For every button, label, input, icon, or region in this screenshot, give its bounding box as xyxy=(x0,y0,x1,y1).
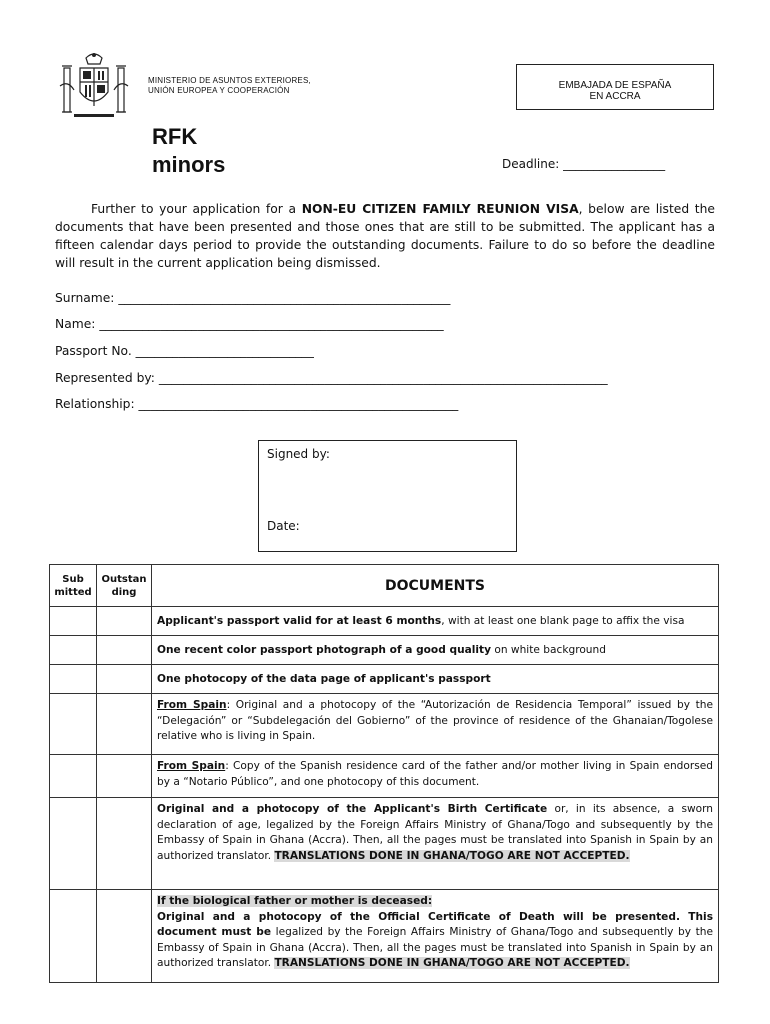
document-description xyxy=(152,636,719,665)
table-row xyxy=(50,890,719,983)
table-row xyxy=(50,636,719,665)
embassy-line-2: EN ACCRA xyxy=(589,91,641,102)
embassy-box xyxy=(516,64,714,110)
doc-condition: If the biological father or mother is deceased: xyxy=(157,895,433,907)
table-row xyxy=(50,798,719,890)
coat-of-arms-icon xyxy=(58,52,130,122)
doc-warning: TRANSLATIONS DONE IN GHANA/TOGO ARE NOT ACCEPTED. xyxy=(274,957,630,969)
document-description xyxy=(152,755,719,798)
table-row xyxy=(50,694,719,755)
table-header-row xyxy=(50,565,719,607)
intro-text-1: Further to your application for a xyxy=(91,202,302,216)
submitted-checkbox[interactable] xyxy=(50,607,97,636)
intro-text-2: , below are listed the documents that have been presented and those ones that are still to be submitted. The applicant has a fifteen calendar days period to provide the outstanding documents. Failure to do so before the deadline will result in the current application being dismissed. xyxy=(55,202,715,270)
document-description xyxy=(152,890,719,983)
outstanding-checkbox[interactable] xyxy=(97,890,152,983)
documents-table xyxy=(49,564,719,983)
document-description xyxy=(152,798,719,890)
documents-header: DOCUMENTS xyxy=(152,565,719,607)
submitted-checkbox[interactable] xyxy=(50,755,97,798)
doc-origin-label: From Spain xyxy=(157,760,226,772)
title-line-2: minors xyxy=(152,152,226,177)
outstanding-checkbox[interactable] xyxy=(97,694,152,755)
doc-text: : Copy of the Spanish residence card of the father and/or mother living in Spain endorsed by a “Notario Público”, and one photocopy of this document. xyxy=(157,760,714,788)
doc-text: on white background xyxy=(491,644,606,656)
outstanding-checkbox[interactable] xyxy=(97,636,152,665)
doc-bold: One recent color passport photograph of a good quality xyxy=(157,644,491,656)
table-row xyxy=(50,607,719,636)
signed-by-label: Signed by: xyxy=(267,447,330,461)
embassy-line-1: EMBAJADA DE ESPAÑA xyxy=(558,80,672,91)
submitted-checkbox[interactable] xyxy=(50,665,97,694)
date-label: Date: xyxy=(267,519,300,533)
doc-origin-label: From Spain xyxy=(157,699,227,711)
doc-text: , with at least one blank page to affix the visa xyxy=(441,615,685,627)
surname-field[interactable]: Surname: ______________________________________________________ xyxy=(55,291,451,305)
doc-text: legalized by the Foreign Affairs Ministry of Ghana/Togo and subsequently by the Embassy of Spain in Ghana (Accra). Then, all the pages must be translated into Spanish in Spain by an authorized translator. xyxy=(157,926,714,969)
signature-box[interactable] xyxy=(258,440,517,552)
document-description xyxy=(152,694,719,755)
intro-paragraph xyxy=(55,200,715,272)
doc-bold: One photocopy of the data page of applicant's passport xyxy=(157,673,491,685)
document-description xyxy=(152,607,719,636)
ministry-line-1: MINISTERIO DE ASUNTOS EXTERIORES, xyxy=(148,76,311,85)
submitted-checkbox[interactable] xyxy=(50,636,97,665)
deadline-field[interactable]: Deadline: _________________ xyxy=(502,157,666,171)
ministry-name xyxy=(148,76,311,96)
doc-bold: Original and a photocopy of the Applicant's Birth Certificate xyxy=(157,803,548,815)
table-row xyxy=(50,665,719,694)
outstanding-checkbox[interactable] xyxy=(97,798,152,890)
submitted-checkbox[interactable] xyxy=(50,890,97,983)
visa-type: NON-EU CITIZEN FAMILY REUNION VISA xyxy=(301,202,579,216)
outstanding-header: Outstan ding xyxy=(97,565,152,607)
doc-bold: Applicant's passport valid for at least 6 months xyxy=(157,615,442,627)
document-title xyxy=(152,123,225,179)
submitted-header: Sub mitted xyxy=(50,565,97,607)
title-line-1: RFK xyxy=(152,124,198,149)
submitted-checkbox[interactable] xyxy=(50,798,97,890)
represented-by-field[interactable]: Represented by: _________________________________________________________________________ xyxy=(55,371,608,385)
relationship-field[interactable]: Relationship: ____________________________________________________ xyxy=(55,397,459,411)
outstanding-checkbox[interactable] xyxy=(97,755,152,798)
doc-warning: TRANSLATIONS DONE IN GHANA/TOGO ARE NOT ACCEPTED. xyxy=(274,849,630,862)
doc-bold: Original and a photocopy of the Official Certificate of Death will be presented. This document must be xyxy=(157,910,713,938)
passport-field[interactable]: Passport No. _____________________________ xyxy=(55,344,314,358)
ministry-line-2: UNIÓN EUROPEA Y COOPERACIÓN xyxy=(148,86,290,95)
doc-text: : Original and a photocopy of the “Autorización de Residencia Temporal” issued by the “Delegación” or “Subdelegación del Gobierno” of the province of residence of the Ghanaian/Togolese relative who is living in Spain. xyxy=(157,699,713,742)
outstanding-checkbox[interactable] xyxy=(97,607,152,636)
document-description xyxy=(152,665,719,694)
table-row xyxy=(50,755,719,798)
doc-text: or, in its absence, a sworn declaration of age, legalized by the Foreign Affairs Ministry of Ghana/Togo and subsequently by the Embassy of Spain in Ghana (Accra). Then, all the pages must be translated into Spanish in Spain by an authorized translator. xyxy=(157,803,714,862)
name-field[interactable]: Name: ________________________________________________________ xyxy=(55,317,444,331)
outstanding-checkbox[interactable] xyxy=(97,665,152,694)
submitted-checkbox[interactable] xyxy=(50,694,97,755)
